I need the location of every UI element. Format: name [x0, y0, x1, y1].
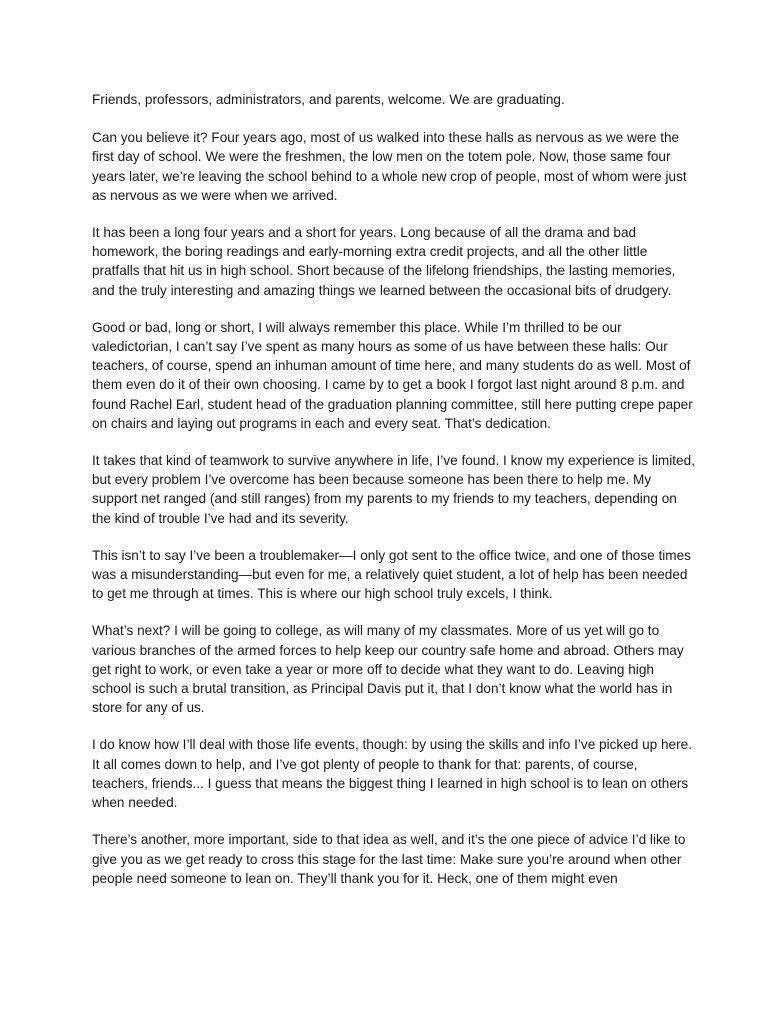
- paragraph-long-and-short: It has been a long four years and a short for years. Long because of all the drama and bad homework, the boring readings and early-morning extra credit projects, and all the other little pratfalls that hit us in high school. Short because of the lifelong friendships, the lasting memories, and the truly interesting and amazing things we learned between the occasional bits of drudgery.: [92, 225, 676, 298]
- paragraph-troublemaker: This isn’t to say I’ve been a troublemaker—I only got sent to the office twice, and one of those times was a misunderstanding—but even for me, a relatively quiet student, a lot of help has been needed to get me through at times. This is where our high school truly excels, I think.: [92, 547, 691, 602]
- paragraph-whats-next: What’s next? I will be going to college, as will many of my classmates. More of us yet will go to various branches of the armed forces to help keep our country safe home and abroad. Others may get right to work, or even take a year or more off to decide what they want to do. Leaving high school is such a brutal transition, as Principal Davis put it, that I don’t know what the world has in store for any of us.: [92, 623, 684, 716]
- paragraph-advice: There’s another, more important, side to that idea as well, and it’s the one piece of advice I’d like to give you as we get ready to cross this stage for the last time: Make sure you’re around when other people need someone to lean on. They’ll thank you for it. Heck, one of them might even: [92, 832, 686, 886]
- paragraph-four-years-ago: Can you believe it? Four years ago, most of us walked into these halls as nervous as we were the first day of school. We were the freshmen, the low men on the totem pole. Now, those same four years later, we’re leaving the school behind to a whole new crop of people, most of whom were just as nervous as we were when we arrived.: [92, 130, 687, 203]
- paragraph-opening: Friends, professors, administrators, and parents, welcome. We are graduating.: [92, 92, 565, 107]
- paragraph-teamwork: It takes that kind of teamwork to survive anywhere in life, I’ve found. I know my experience is limited, but every problem I’ve overcome has been because someone has been there to help me. My support net ranged (and still ranges) from my parents to my friends to my teachers, depending on the kind of trouble I’ve had and its severity.: [92, 453, 695, 526]
- paragraph-remember-this-place: Good or bad, long or short, I will always remember this place. While I’m thrilled to be our valedictorian, I can’t say I’ve spent as many hours as some of us have between these halls: Our teachers, of course, spend an inhuman amount of time here, and many students do as well. Most of them even do it of their own choosing. I came by to get a book I forgot last night around 8 p.m. and found Rachel Earl, student head of the graduation planning committee, still here putting crepe paper on chairs and laying out programs in each and every seat. That’s dedication.: [92, 319, 693, 431]
- paragraph-life-events: I do know how I’ll deal with those life events, though: by using the skills and info I’ve picked up here. It all comes down to help, and I’ve got plenty of people to thank for that: parents, of course, teachers, friends... I guess that means the biggest thing I learned in high school is to lean on others when needed.: [92, 737, 692, 811]
